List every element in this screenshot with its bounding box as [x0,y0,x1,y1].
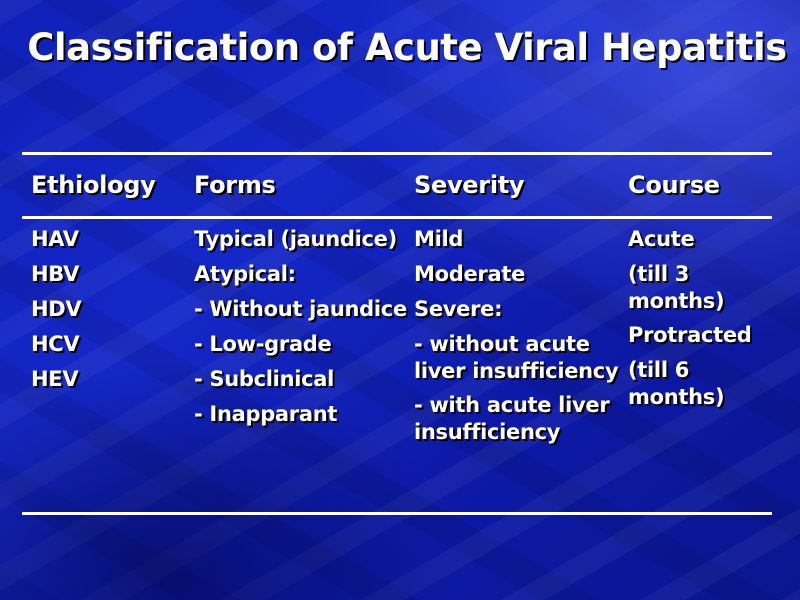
slide-title: Classification of Acute Viral Hepatitis [27,26,787,69]
course-cell-till-6-months: (till 6 months) [628,358,725,409]
severity-cell-with-acute-liver-insufficiency: - with acute liver insufficiency [414,393,610,444]
ethiology-cell-hdv: HDV [31,297,82,321]
column-severity [414,226,619,453]
column-ethiology [31,226,181,401]
forms-cell-subclinical: - Subclinical [194,367,335,391]
column-forms [194,226,409,436]
forms-cell-without-jaundice: - Without jaundice [194,297,407,321]
header-course: Course [628,171,720,199]
course-cell-protracted: Protracted [628,323,752,347]
severity-cell-moderate: Moderate [414,262,526,286]
ethiology-cell-hav: HAV [31,227,79,251]
header-ethiology: Ethiology [31,171,156,199]
forms-cell-low-grade: - Low-grade [194,332,332,356]
severity-cell-mild: Mild [414,227,464,251]
ethiology-cell-hcv: HCV [31,332,80,356]
table-top-rule [22,152,772,155]
severity-cell-severe: Severe: [414,297,503,321]
course-cell-acute: Acute [628,227,695,251]
ethiology-cell-hev: HEV [31,367,79,391]
forms-cell-atypical: Atypical: [194,262,296,286]
forms-cell-typical: Typical (jaundice) [194,227,397,251]
severity-cell-without-acute-liver-insufficiency: - without acute liver insufficiency [414,332,619,383]
forms-cell-inapparant: - Inapparant [194,402,338,426]
header-forms: Forms [194,171,276,199]
course-cell-till-3-months: (till 3 months) [628,262,725,313]
column-course [628,226,758,418]
header-severity: Severity [414,171,525,199]
table-bottom-rule [22,512,772,515]
ethiology-cell-hbv: HBV [31,262,80,286]
table-header-rule [22,216,772,219]
